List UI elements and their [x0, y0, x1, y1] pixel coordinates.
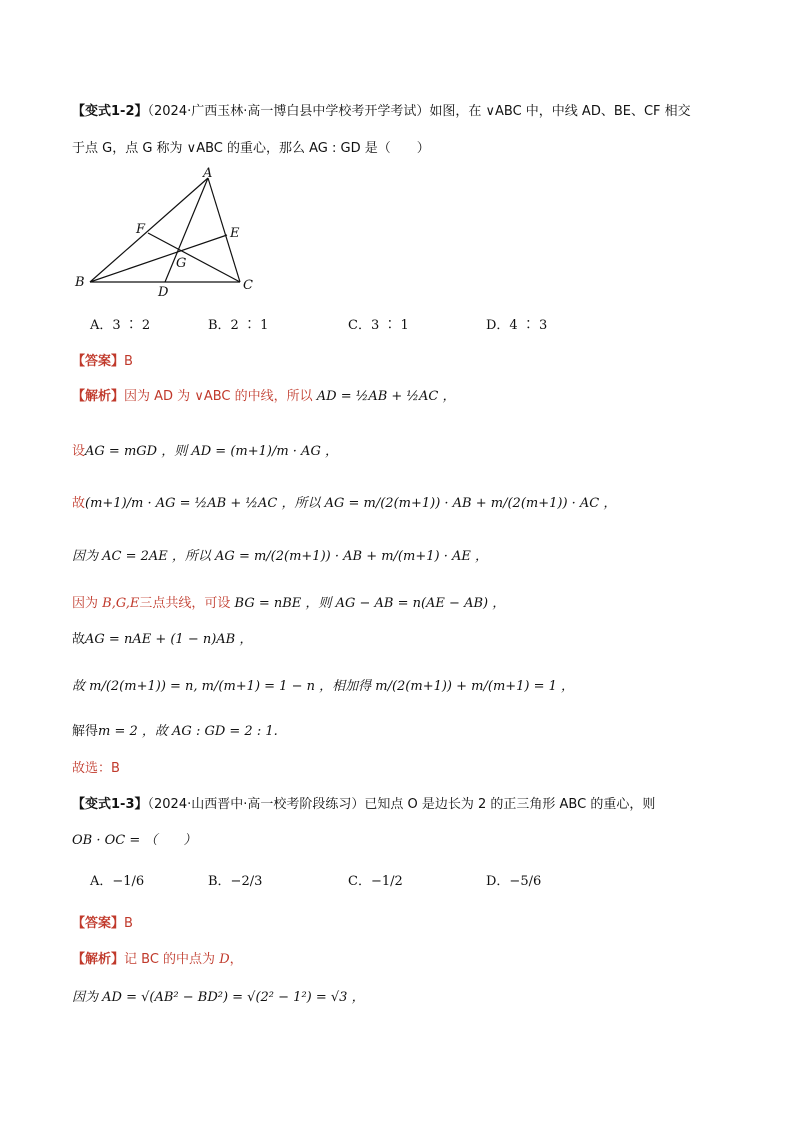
- p1-option-a[interactable]: A．3 ∶ 2: [90, 318, 151, 333]
- p2-answer: 【答案】B: [72, 916, 133, 931]
- problem-1-source: （2024·广西玉林·高一博白县中学校考开学考试）: [147, 104, 430, 119]
- p1-analysis-line8: 解得m = 2 ，故 AG : GD = 2 : 1.: [72, 724, 278, 739]
- p1-analysis-line6: 故AG = nAE + (1 − n)AB ，: [72, 632, 253, 647]
- problem-1-stem-line2: 于点 G，点 G 称为 ∨ABC 的重心，那么 AG : GD 是（ ）: [72, 141, 430, 156]
- label-a: A: [203, 166, 213, 181]
- p1-answer: 【答案】B: [72, 354, 133, 369]
- p2-analysis-line1: 【解析】记 BC 的中点为 D，: [72, 952, 243, 967]
- label-g: G: [176, 256, 187, 271]
- p1-option-c[interactable]: C．3 ∶ 1: [348, 318, 409, 333]
- p1-option-b[interactable]: B．2 ∶ 1: [208, 318, 269, 333]
- p1-eq1: AD = ½AB + ½AC ，: [316, 389, 456, 404]
- problem-1-tag: 【变式1-2】: [72, 104, 148, 119]
- problem-1-header: [72, 100, 691, 119]
- label-b: B: [75, 275, 85, 290]
- label-f: F: [136, 222, 146, 237]
- p2-option-c[interactable]: C．−1/2: [348, 874, 403, 889]
- problem-2-stem-line2: OB · OC = （ ）: [72, 833, 197, 848]
- side-ab: [90, 178, 208, 282]
- p1-option-d[interactable]: D．4 ∶ 3: [486, 318, 548, 333]
- p2-option-d[interactable]: D．−5/6: [486, 874, 542, 889]
- p1-analysis-line3: 故(m+1)/m · AG = ½AB + ½AC ，所以 AG = m/(2(m+1)) · AB + m/(2(m+1)) · AC ，: [72, 496, 617, 511]
- median-be: [90, 235, 227, 282]
- p1-analysis-line5: 因为 B,G,E三点共线，可设 BG = nBE ，则 AG − AB = n(AE − AB) ，: [72, 596, 506, 611]
- problem-1-stem-line1: 如图，在 ∨ABC 中，中线 AD、BE、CF 相交: [429, 104, 691, 119]
- median-ad: [165, 178, 208, 282]
- p1-analysis-line4: 因为 AC = 2AE ，所以 AG = m/(2(m+1)) · AB + m/(m+1) · AE ，: [72, 549, 488, 564]
- p1-analysis-line2: 设AG = mGD ，则 AD = (m+1)/m · AG ，: [72, 444, 338, 459]
- problem-2-source: （2024·山西晋中·高一校考阶段练习）: [147, 797, 365, 812]
- label-c: C: [243, 278, 253, 293]
- problem-2-header: [72, 793, 655, 812]
- p1-analysis-line1: 【解析】因为 AD 为 ∨ABC 的中线，所以 AD = ½AB + ½AC ，: [72, 389, 456, 404]
- problem-2-stem-line1: 已知点 O 是边长为 2 的正三角形 ABC 的重心，则: [364, 797, 656, 812]
- triangle-figure: [70, 165, 270, 300]
- problem-2-tag: 【变式1-3】: [72, 797, 148, 812]
- p1-choose: 故选：B: [72, 761, 120, 776]
- p2-analysis-line2: 因为 AD = √(AB² − BD²) = √(2² − 1²) = √3 ，: [72, 990, 365, 1005]
- p2-option-b[interactable]: B．−2/3: [208, 874, 263, 889]
- p2-option-a[interactable]: A．−1/6: [90, 874, 145, 889]
- label-e: E: [230, 226, 240, 241]
- label-d: D: [158, 285, 169, 300]
- p1-analysis-line7: 故 m/(2(m+1)) = n, m/(m+1) = 1 − n ，相加得 m/(2(m+1)) + m/(m+1) = 1 ，: [72, 679, 575, 694]
